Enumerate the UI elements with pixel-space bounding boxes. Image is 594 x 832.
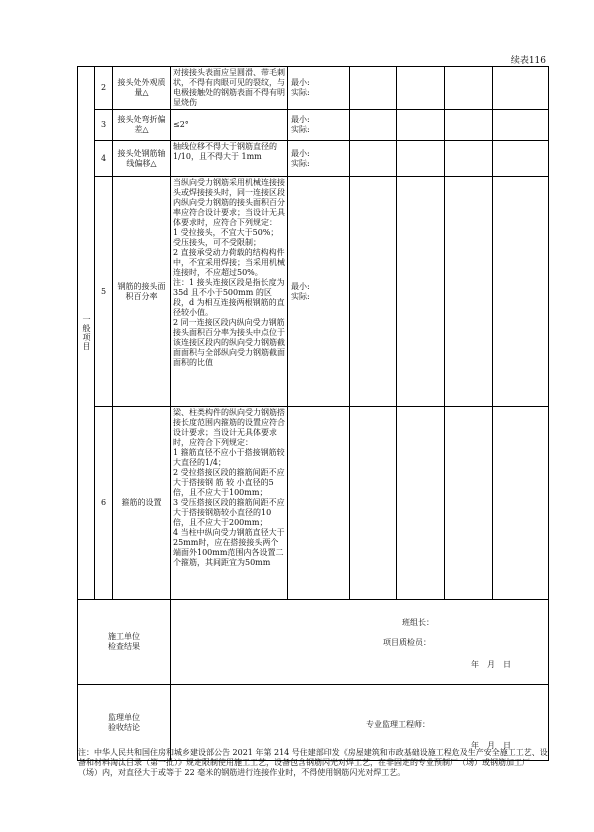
supervision-label: 监理单位 验收结论 <box>78 685 171 761</box>
section-cell <box>78 67 95 600</box>
measure-cell[interactable] <box>288 141 350 177</box>
check-cell[interactable] <box>397 141 445 177</box>
check-cell[interactable] <box>493 141 549 177</box>
row-number: 6 <box>95 407 113 600</box>
actual-label: 实际: <box>291 158 310 168</box>
construction-date: 年 月 日 <box>471 660 511 669</box>
requirement-text: ≤2° <box>173 120 189 129</box>
check-cell[interactable] <box>445 407 493 600</box>
construction-row <box>78 600 549 685</box>
continuation-label: 续表116 <box>510 56 546 66</box>
check-cell[interactable] <box>493 110 549 141</box>
table-row <box>78 177 549 407</box>
min-label: 最小: <box>291 281 310 291</box>
row-number: 5 <box>95 177 113 407</box>
requirement-cell <box>171 141 288 177</box>
row-number: 4 <box>95 141 113 177</box>
row-number: 2 <box>95 67 113 110</box>
check-cell[interactable] <box>397 177 445 407</box>
table-row <box>78 67 549 110</box>
supervision-engineer-label: 专业监理工程师： <box>366 720 430 729</box>
item-name: 钢筋的接头面积百分率 <box>113 177 171 407</box>
measure-cell[interactable] <box>288 67 350 110</box>
check-cell[interactable] <box>350 141 397 177</box>
check-cell[interactable] <box>350 67 397 110</box>
actual-label: 实际: <box>291 291 310 301</box>
check-cell[interactable] <box>445 67 493 110</box>
requirement-text: 轴线位移不得大于钢筋直径的 1/10，且不得大于 1mm <box>173 142 277 161</box>
check-cell[interactable] <box>350 110 397 141</box>
quality-inspector-label: 项目质检员： <box>383 638 431 647</box>
check-cell[interactable] <box>397 110 445 141</box>
row-number: 3 <box>95 110 113 141</box>
check-cell[interactable] <box>493 67 549 110</box>
team-leader-label: 班组长： <box>402 618 434 627</box>
requirement-cell <box>171 67 288 110</box>
item-name: 箍筋的设置 <box>113 407 171 600</box>
requirement-text: 当纵向受力钢筋采用机械连接接头或焊接接头时，同一连接区段内纵向受力钢筋的接头面积百分率应符合设计要求；当设计无具体要求时，应符合下列规定： 1 受拉接头，不宜大于50%；受压接头，可不受限制； 2 直接承受动力荷载的结构构件中，不宜采用焊接；当采用机械连接时，不应超过50%。 注：1 接头连接区段是指长度为 35d 且不小于500mm 的区段，d 为相互连接两根钢筋的直径较小值。 2 同一连接区段内纵向受力钢筋接头面积百分率为接头中点位于该连接区段内的纵向受力钢筋截面面积与全部纵向受力钢筋截面面积的比值 <box>173 178 285 367</box>
section-label: 一般项目 <box>82 315 91 351</box>
item-name: 接头处钢筋轴线偏移△ <box>113 141 171 177</box>
table-row <box>78 141 549 177</box>
requirement-text: 梁、柱类构件的纵向受力钢筋搭接长度范围内箍筋的设置应符合设计要求；当设计无具体要求时，应符合下列规定： 1 箍筋直径不应小于搭接钢筋较大直径的1/4； 2 受拉搭接区段的箍筋间距不应大于搭接钢 筋 较 小直径的5倍，且不应大于100mm； 3 受压搭接区段的箍筋间距不应大于搭接钢筋较小直径的10倍，且不应大于200mm； 4 当柱中纵向受力钢筋直径大于25mm时，应在搭接接头两个端面外100mm范围内各设置二个箍筋，其间距宜为50mm <box>173 408 285 567</box>
actual-label: 实际: <box>291 125 310 134</box>
min-label: 最小: <box>291 115 310 124</box>
item-name: 接头处弯折偏差△ <box>113 110 171 141</box>
check-cell[interactable] <box>445 177 493 407</box>
footnote: 注：中华人民共和国住房和城乡建设部公告 2021 年第 214 号住建部印发《房屋建筑和市政基础设施工程危及生产安全施工工艺、设备和材料淘汰目录（第一批）》规定限制使用施工工艺，设备包含钢筋闪光对焊工艺，在非固定的专业预制厂（场）或钢筋加工厂（场）内，对直径大于或等于 22 毫米的钢筋进行连接作业时，不得使用钢筋闪光对焊工艺。 <box>78 748 548 777</box>
table-row <box>78 407 549 600</box>
item-name: 接头处外观质量△ <box>113 67 171 110</box>
check-cell[interactable] <box>445 141 493 177</box>
check-cell[interactable] <box>397 407 445 600</box>
inspection-table <box>77 66 549 761</box>
min-label: 最小: <box>291 78 310 87</box>
check-cell[interactable] <box>350 407 397 600</box>
construction-label: 施工单位 检查结果 <box>78 600 171 685</box>
requirement-cell <box>171 110 288 141</box>
table-row <box>78 110 549 141</box>
check-cell[interactable] <box>350 177 397 407</box>
actual-label: 实际: <box>291 88 310 97</box>
measure-cell[interactable] <box>288 407 350 600</box>
requirement-cell <box>171 177 288 407</box>
requirement-text: 对接接头表面应呈圆滑、带毛刺状，不得有肉眼可见的裂纹，与电极接触处的钢筋表面不得有明显烧伤 <box>173 68 285 107</box>
check-cell[interactable] <box>397 67 445 110</box>
check-cell[interactable] <box>445 110 493 141</box>
construction-signature-cell[interactable] <box>171 600 549 685</box>
requirement-cell <box>171 407 288 600</box>
check-cell[interactable] <box>493 177 549 407</box>
check-cell[interactable] <box>493 407 549 600</box>
measure-cell[interactable] <box>288 177 350 407</box>
measure-cell[interactable] <box>288 110 350 141</box>
min-label: 最小: <box>291 148 310 158</box>
supervision-date: 年 月 日 <box>471 741 511 750</box>
